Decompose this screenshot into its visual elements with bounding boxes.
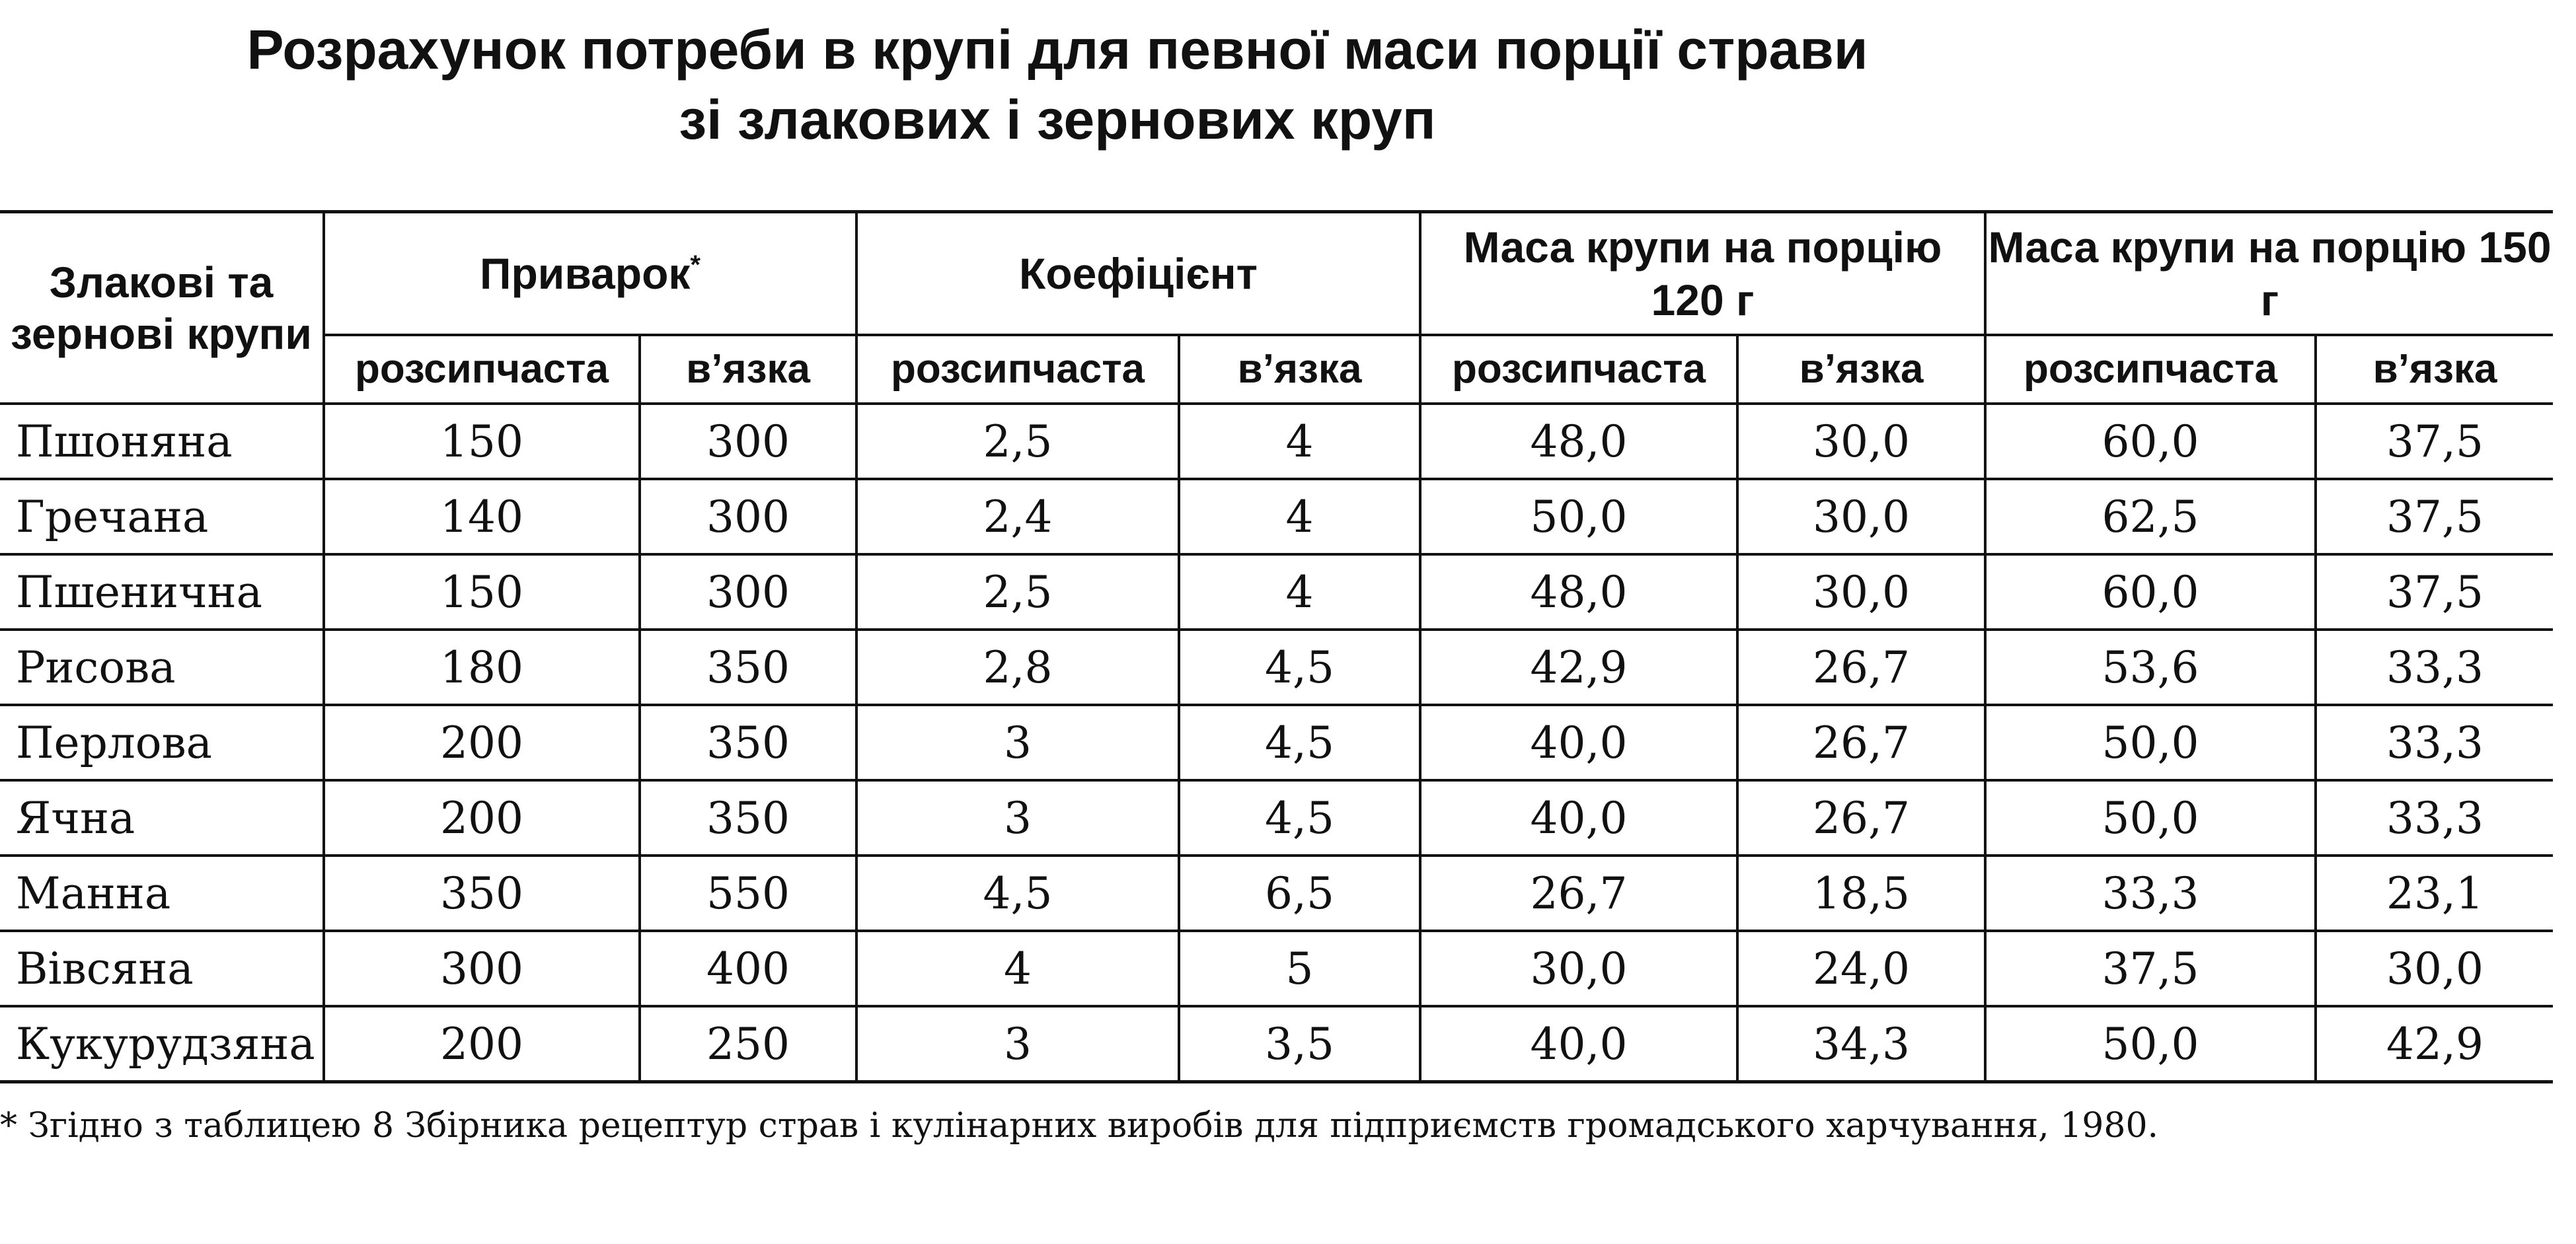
- value-cell-m150-v: 37,5: [2316, 404, 2553, 479]
- value-cell-coef-v: 5: [1179, 931, 1420, 1006]
- value-cell-m150-v: 37,5: [2316, 554, 2553, 630]
- value-cell-m150-v: 37,5: [2316, 479, 2553, 554]
- subheader-coef-crumbly: розсипчаста: [856, 335, 1179, 404]
- value-cell-yield-v: 250: [640, 1006, 856, 1082]
- row-header-cell: [0, 212, 324, 404]
- value-cell-coef-v: 4,5: [1179, 705, 1420, 780]
- table-row: [0, 479, 2553, 554]
- group-header-coefficient-label: Коефіцієнт: [1019, 249, 1258, 298]
- value-cell-m150-v: 42,9: [2316, 1006, 2553, 1082]
- grain-name-cell: Гречана: [0, 479, 324, 554]
- value-cell-m150-v: 33,3: [2316, 780, 2553, 856]
- table-body: [0, 404, 2553, 1082]
- table-row: [0, 780, 2553, 856]
- value-cell-yield-v: 350: [640, 780, 856, 856]
- table-row: [0, 630, 2553, 705]
- value-cell-coef-c: 2,5: [856, 554, 1179, 630]
- table-row: [0, 931, 2553, 1006]
- value-cell-m120-c: 48,0: [1420, 404, 1737, 479]
- subheader-m120-viscous: в’язка: [1737, 335, 1985, 404]
- value-cell-m120-c: 40,0: [1420, 705, 1737, 780]
- group-header-coefficient: [856, 212, 1420, 336]
- value-cell-m120-v: 34,3: [1737, 1006, 1985, 1082]
- grain-name-cell: Перлова: [0, 705, 324, 780]
- value-cell-yield-v: 300: [640, 479, 856, 554]
- value-cell-coef-v: 4: [1179, 479, 1420, 554]
- value-cell-m120-v: 26,7: [1737, 705, 1985, 780]
- value-cell-coef-c: 4: [856, 931, 1179, 1006]
- value-cell-m120-v: 30,0: [1737, 479, 1985, 554]
- subheader-m150-crumbly: розсипчаста: [1985, 335, 2316, 404]
- group-header-yield-label: Приварок: [480, 249, 691, 298]
- value-cell-coef-v: 4,5: [1179, 630, 1420, 705]
- value-cell-m150-c: 50,0: [1985, 1006, 2316, 1082]
- value-cell-yield-v: 550: [640, 856, 856, 931]
- value-cell-yield-v: 300: [640, 404, 856, 479]
- value-cell-yield-v: 300: [640, 554, 856, 630]
- value-cell-yield-v: 350: [640, 630, 856, 705]
- value-cell-m120-c: 40,0: [1420, 1006, 1737, 1082]
- group-header-yield: [324, 212, 856, 336]
- value-cell-m150-v: 23,1: [2316, 856, 2553, 931]
- value-cell-m150-c: 33,3: [1985, 856, 2316, 931]
- value-cell-yield-c: 150: [324, 554, 640, 630]
- value-cell-m120-v: 26,7: [1737, 630, 1985, 705]
- value-cell-yield-c: 350: [324, 856, 640, 931]
- value-cell-coef-v: 6,5: [1179, 856, 1420, 931]
- header-row-subcolumns: [0, 335, 2553, 404]
- value-cell-m120-v: 30,0: [1737, 404, 1985, 479]
- group-header-mass-120-label: Маса крупи на порцію 120 г: [1463, 223, 1942, 324]
- value-cell-m120-v: 24,0: [1737, 931, 1985, 1006]
- value-cell-coef-c: 4,5: [856, 856, 1179, 931]
- value-cell-coef-v: 4: [1179, 404, 1420, 479]
- title-line-2: зі злакових і зернових круп: [679, 89, 1436, 151]
- grain-name-cell: Пшоняна: [0, 404, 324, 479]
- header-row-groups: [0, 212, 2553, 336]
- value-cell-coef-c: 3: [856, 780, 1179, 856]
- subheader-m150-viscous: в’язка: [2316, 335, 2553, 404]
- value-cell-m150-c: 60,0: [1985, 404, 2316, 479]
- value-cell-yield-c: 150: [324, 404, 640, 479]
- value-cell-m120-v: 26,7: [1737, 780, 1985, 856]
- value-cell-m120-c: 50,0: [1420, 479, 1737, 554]
- group-header-mass-150: [1985, 212, 2553, 336]
- value-cell-m120-v: 30,0: [1737, 554, 1985, 630]
- group-header-mass-150-label: Маса крупи на порцію 150 г: [1988, 223, 2552, 324]
- table-row: [0, 554, 2553, 630]
- value-cell-coef-c: 2,4: [856, 479, 1179, 554]
- value-cell-coef-v: 4: [1179, 554, 1420, 630]
- table-row: [0, 1006, 2553, 1082]
- value-cell-m150-c: 60,0: [1985, 554, 2316, 630]
- value-cell-coef-c: 2,5: [856, 404, 1179, 479]
- value-cell-m120-c: 48,0: [1420, 554, 1737, 630]
- footnote: * Згідно з таблицею 8 Збірника рецептур страв і кулінарних виробів для підприємств громадського харчування, 1980.: [0, 1106, 2159, 1146]
- grain-name-cell: Ячна: [0, 780, 324, 856]
- value-cell-m120-c: 40,0: [1420, 780, 1737, 856]
- subheader-m120-crumbly: розсипчаста: [1420, 335, 1737, 404]
- value-cell-m120-v: 18,5: [1737, 856, 1985, 931]
- table-row: [0, 856, 2553, 931]
- grain-name-cell: Рисова: [0, 630, 324, 705]
- value-cell-coef-c: 3: [856, 705, 1179, 780]
- value-cell-m120-c: 26,7: [1420, 856, 1737, 931]
- value-cell-coef-c: 3: [856, 1006, 1179, 1082]
- value-cell-m150-c: 62,5: [1985, 479, 2316, 554]
- subheader-yield-viscous: в’язка: [640, 335, 856, 404]
- value-cell-yield-c: 200: [324, 705, 640, 780]
- grain-name-cell: Манна: [0, 856, 324, 931]
- value-cell-coef-v: 3,5: [1179, 1006, 1420, 1082]
- value-cell-yield-c: 200: [324, 780, 640, 856]
- grain-name-cell: Вівсяна: [0, 931, 324, 1006]
- value-cell-m150-v: 33,3: [2316, 630, 2553, 705]
- subheader-coef-viscous: в’язка: [1179, 335, 1420, 404]
- footnote-marker: *: [690, 250, 701, 279]
- value-cell-m150-c: 53,6: [1985, 630, 2316, 705]
- value-cell-coef-c: 2,8: [856, 630, 1179, 705]
- value-cell-m150-c: 50,0: [1985, 780, 2316, 856]
- grain-name-cell: Пшенична: [0, 554, 324, 630]
- value-cell-m150-v: 33,3: [2316, 705, 2553, 780]
- page-title: [0, 15, 2115, 155]
- value-cell-yield-v: 350: [640, 705, 856, 780]
- grain-table: [0, 210, 2553, 1083]
- value-cell-m120-c: 42,9: [1420, 630, 1737, 705]
- value-cell-yield-c: 180: [324, 630, 640, 705]
- value-cell-m120-c: 30,0: [1420, 931, 1737, 1006]
- value-cell-m150-c: 50,0: [1985, 705, 2316, 780]
- table-row: [0, 705, 2553, 780]
- row-header-label: Злакові та зернові крупи: [10, 258, 312, 358]
- subheader-yield-crumbly: розсипчаста: [324, 335, 640, 404]
- value-cell-yield-c: 140: [324, 479, 640, 554]
- table-row: [0, 404, 2553, 479]
- value-cell-yield-c: 200: [324, 1006, 640, 1082]
- grain-name-cell: Кукурудзяна: [0, 1006, 324, 1082]
- value-cell-yield-c: 300: [324, 931, 640, 1006]
- value-cell-coef-v: 4,5: [1179, 780, 1420, 856]
- group-header-mass-120: [1420, 212, 1985, 336]
- value-cell-yield-v: 400: [640, 931, 856, 1006]
- value-cell-m150-c: 37,5: [1985, 931, 2316, 1006]
- title-line-1: Розрахунок потреби в крупі для певної маси порції страви: [246, 18, 1868, 81]
- value-cell-m150-v: 30,0: [2316, 931, 2553, 1006]
